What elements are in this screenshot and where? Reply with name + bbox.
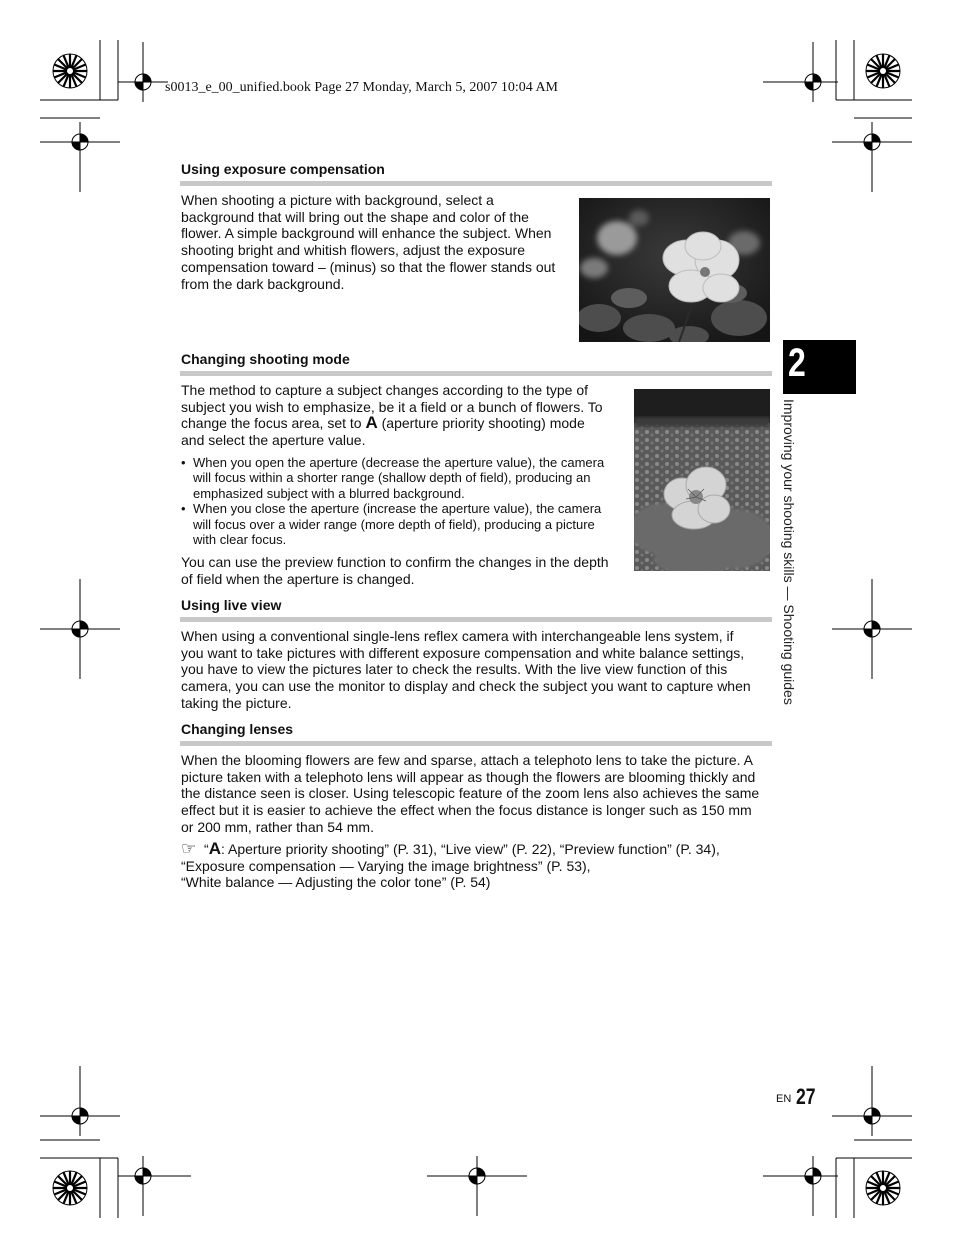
text-line: effect but it is easier to achieve the effect when the focus distance is longer such as 150 mm xyxy=(181,802,752,819)
text-line: “Exposure compensation — Varying the image brightness” (P. 53), xyxy=(181,857,591,874)
text-line: camera, you can use the monitor to display and check the subject you want to capture when xyxy=(181,678,751,695)
reference-hand-icon: ☞ xyxy=(181,839,197,859)
chapter-side-title: Improving your shooting skills — Shooting guides xyxy=(781,399,797,705)
page-number: 27 xyxy=(795,1084,816,1109)
text-line: you have to view the pictures later to check the results. With the live view function of this xyxy=(181,661,728,678)
mode-paragraph xyxy=(181,382,626,449)
text-line: compensation toward – (minus) so that the flower stands out xyxy=(181,258,556,275)
text-line: or 200 mm, rather than 54 mm. xyxy=(181,818,374,835)
flower-field-photo xyxy=(634,389,770,571)
text-line: and select the aperture value. xyxy=(181,432,366,449)
list-item: • When you close the aperture (increase the aperture value), the camera will focus over a wider range (more depth of field), producing a picture with clear focus. xyxy=(181,501,621,547)
text-line: shooting bright and whitish flowers, adjust the exposure xyxy=(181,242,525,259)
liveview-paragraph xyxy=(181,628,781,712)
flower-photo-dark-background xyxy=(579,198,770,342)
list-item: • When you open the aperture (decrease the aperture value), the camera will focus within a shorter range (shallow depth of field), producing an emphasized subject with a blurred background. xyxy=(181,455,621,501)
lenses-paragraph xyxy=(181,752,781,836)
section-rule xyxy=(180,741,772,746)
chapter-number: 2 xyxy=(788,341,806,385)
language-label: EN xyxy=(776,1093,792,1105)
section-title-mode: Changing shooting mode xyxy=(181,351,350,367)
aperture-mode-symbol: A xyxy=(208,839,221,858)
text-line: When the blooming flowers are few and sparse, attach a telephoto lens to take the picture. A xyxy=(181,752,754,768)
exposure-paragraph xyxy=(181,192,571,292)
text-fragment: (aperture priority shooting) mode xyxy=(377,415,585,432)
book-info-line: s0013_e_00_unified.book Page 27 Monday, March 5, 2007 10:04 AM xyxy=(165,80,558,95)
section-title-exposure: Using exposure compensation xyxy=(181,161,385,177)
aperture-mode-symbol: A xyxy=(365,413,378,433)
text-fragment: change the focus area, set to xyxy=(181,415,366,432)
text-line: you want to take pictures with different exposure compensation and white balance settings, xyxy=(181,644,745,661)
text-line: picture taken with a telephoto lens will appear as though the flowers are blooming thickly and xyxy=(181,768,756,785)
text-line: When using a conventional single-lens reflex camera with interchangeable lens system, if xyxy=(181,628,734,644)
cross-references xyxy=(181,841,781,891)
text-line: the distance seen is closer. Using telescopic feature of the zoom lens also achieves the same xyxy=(181,785,760,802)
chapter-tab xyxy=(783,340,856,394)
text-fragment: : Aperture priority shooting” (P. 31), “Live view” (P. 22), “Preview function” (P. 34), xyxy=(220,841,720,857)
text-line: You can use the preview function to confirm the changes in the depth xyxy=(181,554,609,570)
text-line: When shooting a picture with background, select a xyxy=(181,192,494,208)
text-line: of field when the aperture is changed. xyxy=(181,570,415,587)
text-line: “White balance — Adjusting the color tone” (P. 54) xyxy=(181,874,491,891)
text-line: subject you wish to emphasize, be it a field or a bunch of flowers. To xyxy=(181,398,603,415)
aperture-bullet-list xyxy=(181,455,621,547)
text-line: from the dark background. xyxy=(181,275,345,292)
text-fragment: “ xyxy=(204,841,209,857)
page-footer xyxy=(776,1084,820,1110)
text-line xyxy=(181,841,781,858)
text-line xyxy=(181,415,626,432)
text-line: flower. A simple background will enhance the subject. When xyxy=(181,225,552,242)
section-title-lenses: Changing lenses xyxy=(181,721,294,737)
text-line: The method to capture a subject changes according to the type of xyxy=(181,382,589,398)
text-line: taking the picture. xyxy=(181,694,292,711)
text-line: background that will bring out the shape and color of the xyxy=(181,208,529,225)
section-rule xyxy=(180,371,772,376)
section-title-liveview: Using live view xyxy=(181,597,282,613)
section-rule xyxy=(180,181,772,186)
section-rule xyxy=(180,617,772,622)
preview-paragraph xyxy=(181,554,626,587)
